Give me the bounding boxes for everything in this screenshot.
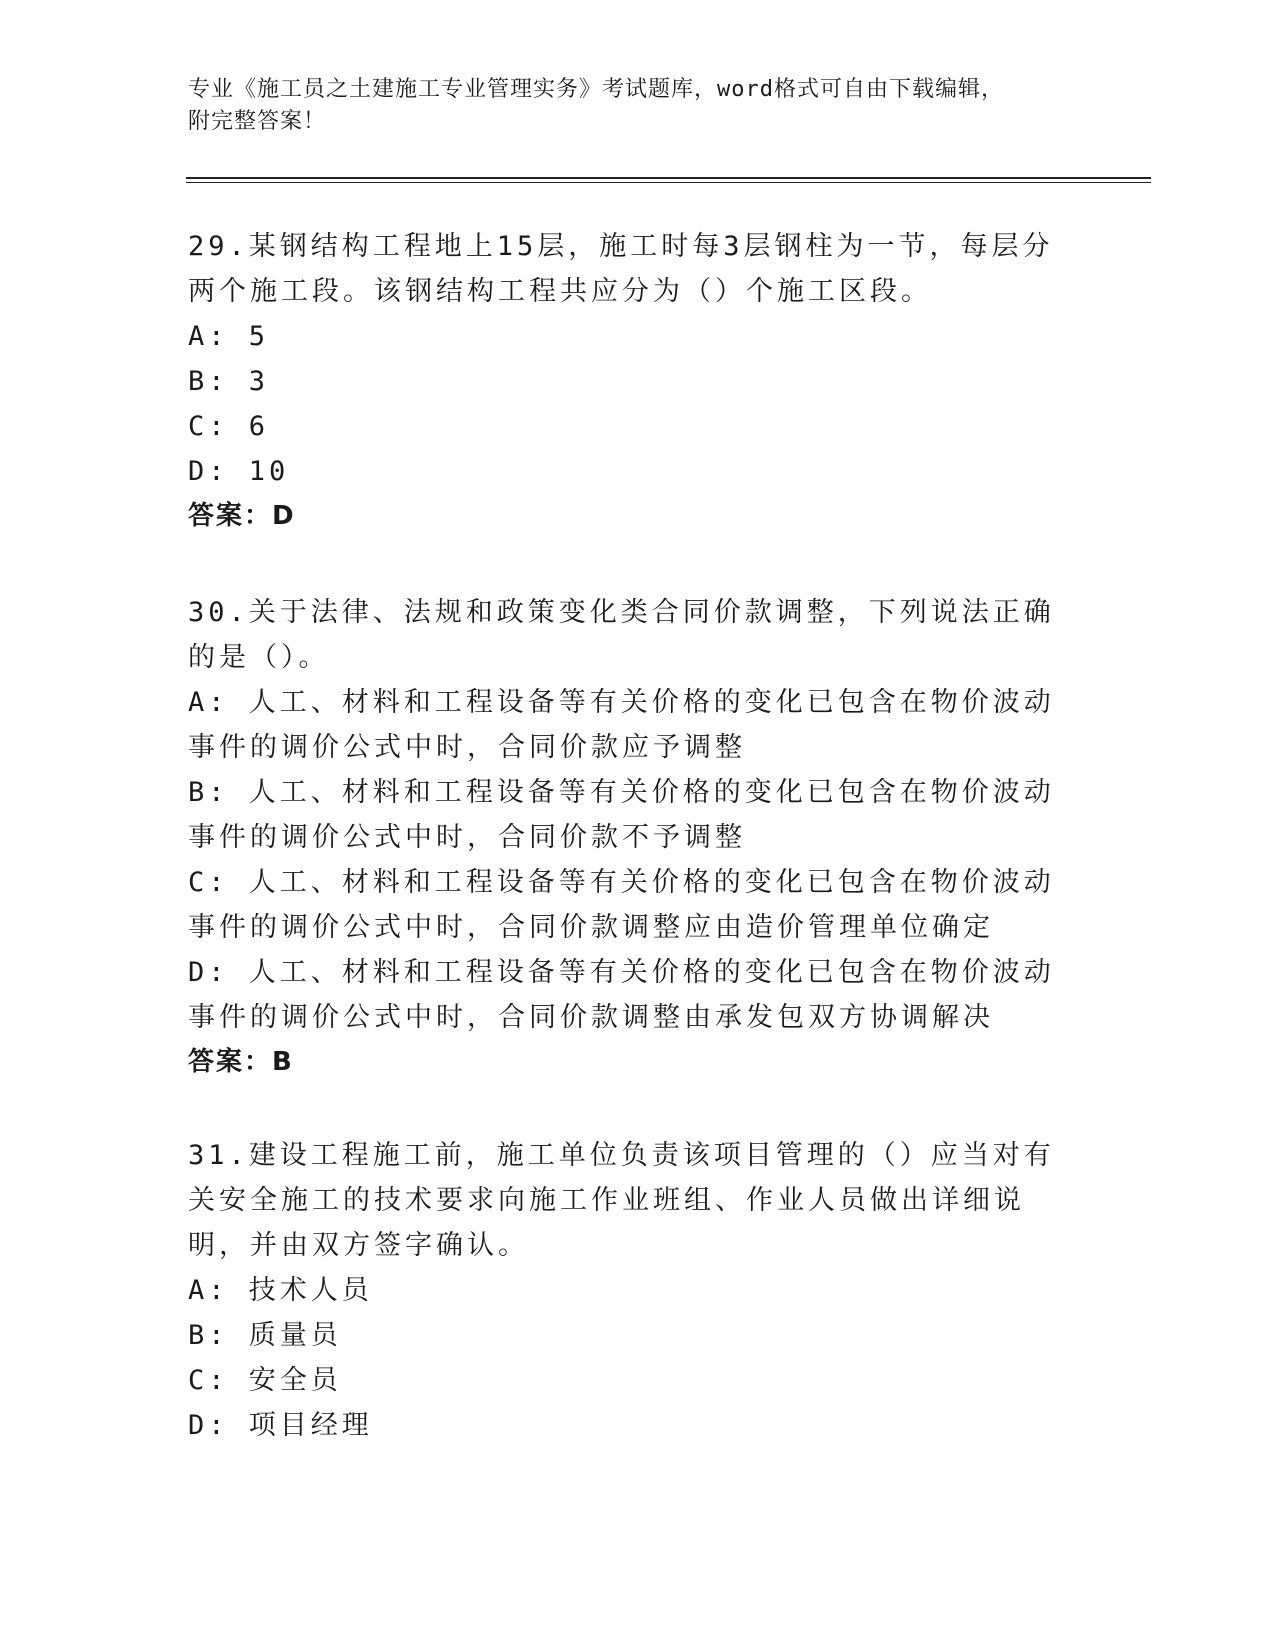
- option-d: D: 项目经理: [188, 1410, 373, 1441]
- option-a: A: 人工、材料和工程设备等有关价格的变化已包含在物价波动事件的调价公式中时，合同价款应予调整: [188, 687, 1055, 763]
- question-stem: 30.关于法律、法规和政策变化类合同价款调整，下列说法正确的是（）。: [188, 597, 1055, 673]
- header-rule-bottom: [186, 182, 1151, 183]
- option-b: B: 质量员: [188, 1320, 342, 1351]
- header-line-2: 附完整答案！: [188, 109, 327, 134]
- option-c: C: 6: [188, 411, 270, 442]
- question-30: [188, 590, 1078, 1085]
- option-a: A: 技术人员: [188, 1275, 373, 1306]
- option-b: B: 人工、材料和工程设备等有关价格的变化已包含在物价波动事件的调价公式中时，合同价款不予调整: [188, 777, 1055, 853]
- answer: 答案：D: [188, 501, 296, 531]
- option-b: B: 3: [188, 366, 270, 397]
- answer: 答案：B: [188, 1047, 294, 1077]
- option-c: C: 人工、材料和工程设备等有关价格的变化已包含在物价波动事件的调价公式中时，合同价款调整应由造价管理单位确定: [188, 867, 1055, 943]
- option-d: D: 10: [188, 456, 290, 487]
- question-31: [188, 1133, 1078, 1448]
- header-rule-top: [186, 177, 1151, 179]
- question-stem: 31.建设工程施工前，施工单位负责该项目管理的（）应当对有关安全施工的技术要求向施工作业班组、作业人员做出详细说明，并由双方签字确认。: [188, 1140, 1055, 1261]
- question-stem: 29.某钢结构工程地上15层，施工时每3层钢柱为一节，每层分两个施工段。该钢结构工程共应分为（）个施工区段。: [188, 231, 1054, 307]
- option-d: D: 人工、材料和工程设备等有关价格的变化已包含在物价波动事件的调价公式中时，合同价款调整由承发包双方协调解决: [188, 957, 1055, 1033]
- header-line-1: 专业《施工员之土建施工专业管理实务》考试题库，word格式可自由下载编辑，: [188, 77, 1004, 102]
- option-a: A: 5: [188, 321, 270, 352]
- option-c: C: 安全员: [188, 1365, 342, 1396]
- document-header: [188, 74, 1068, 138]
- question-29: [188, 224, 1078, 539]
